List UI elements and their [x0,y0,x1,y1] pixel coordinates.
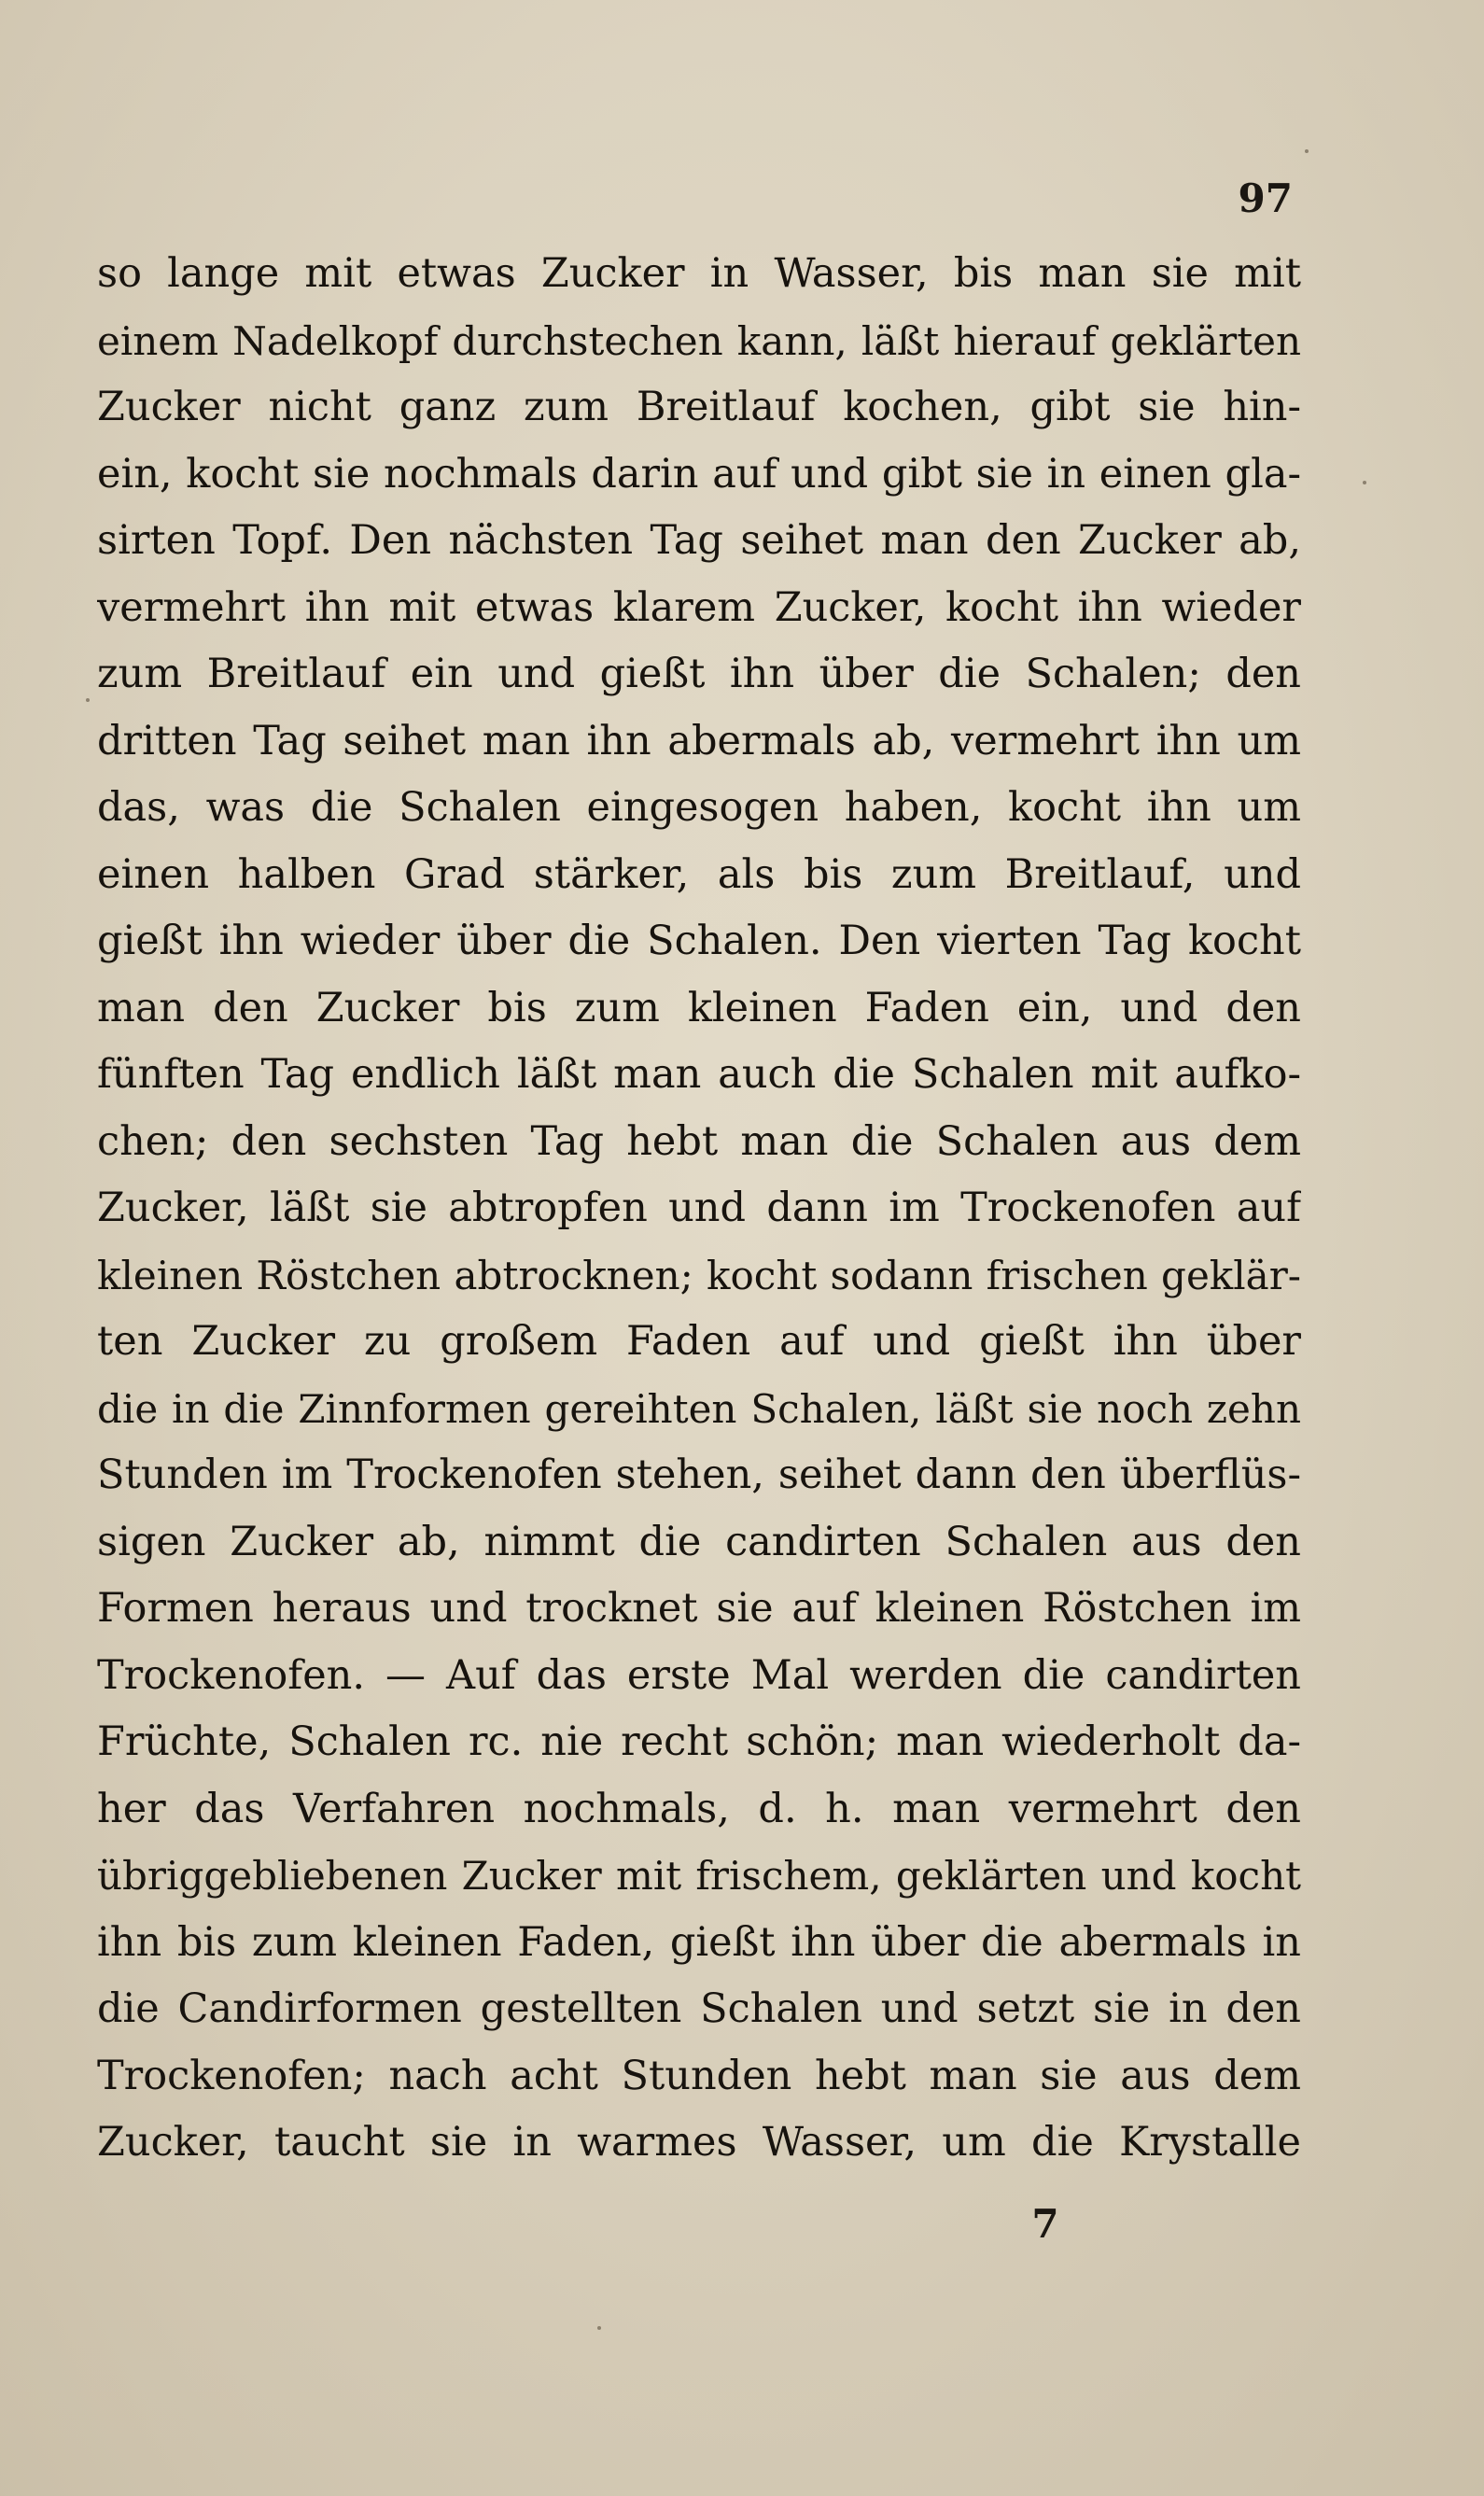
paper-speck [86,698,90,702]
page-number: 97 [1238,175,1293,221]
text-line: sirten Topf. Den nächsten Tag seihet man den Zucker ab, [97,517,1301,564]
text-line: Trockenofen. — Auf das erste Mal werden die candirten [97,1651,1301,1699]
text-line: zum Breitlauf ein und gießt ihn über die Schalen; den [97,651,1301,697]
signature-mark: 7 [1031,2201,1059,2247]
text-line: vermehrt ihn mit etwas klarem Zucker, kocht ihn wieder [97,583,1301,631]
text-line: fünften Tag endlich läßt man auch die Schalen mit aufko- [97,1051,1301,1098]
text-line: einem Nadelkopf durchstechen kann, läßt hierauf geklärten [97,317,1301,364]
text-line: ten Zucker zu großem Faden auf und gießt ihn über [97,1318,1301,1365]
text-line: Zucker, läßt sie abtropfen und dann im Trockenofen auf [97,1185,1301,1231]
text-line: die Candirformen gestellten Schalen und setzt sie in den [97,1985,1301,2032]
text-line: so lange mit etwas Zucker in Wasser, bis man sie mit [97,250,1301,297]
text-line: Früchte, Schalen rc. nie recht schön; man wiederholt da- [97,1718,1301,1765]
text-line: die in die Zinnformen gereihten Schalen, läßt sie noch zehn [97,1385,1301,1432]
text-line: das, was die Schalen eingesogen haben, kocht ihn um [97,784,1301,831]
text-line: Trockenofen; nach acht Stunden hebt man sie aus dem [97,2052,1301,2099]
paper-speck [1363,481,1366,484]
text-line: gießt ihn wieder über die Schalen. Den vierten Tag kocht [97,918,1301,964]
paper-speck [1305,149,1309,153]
text-line: Zucker nicht ganz zum Breitlauf kochen, gibt sie hin- [97,384,1301,430]
text-line: sigen Zucker ab, nimmt die candirten Schalen aus den [97,1518,1301,1565]
text-line: chen; den sechsten Tag hebt man die Schalen aus dem [97,1117,1301,1165]
text-line: einen halben Grad stärker, als bis zum Breitlauf, und [97,850,1301,898]
text-line: ihn bis zum kleinen Faden, gießt ihn über die abermals in [97,1918,1301,1966]
paper-speck [597,2326,601,2330]
text-line: Stunden im Trockenofen stehen, seihet dann den überflüs- [97,1451,1301,1498]
text-line: man den Zucker bis zum kleinen Faden ein, und den [97,984,1301,1031]
text-line: übriggebliebenen Zucker mit frischem, geklärten und kocht [97,1853,1301,1899]
body-text [97,241,1301,2177]
text-line: Formen heraus und trocknet sie auf kleinen Röstchen im [97,1585,1301,1632]
text-line: her das Verfahren nochmals, d. h. man vermehrt den [97,1785,1301,1832]
text-line: ein, kocht sie nochmals darin auf und gibt sie in einen gla- [97,450,1301,498]
text-line: dritten Tag seihet man ihn abermals ab, vermehrt ihn um [97,717,1301,764]
text-line: kleinen Röstchen abtrocknen; kocht sodann frischen geklär- [97,1252,1301,1298]
text-line: Zucker, taucht sie in warmes Wasser, um die Krystalle [97,2119,1301,2166]
